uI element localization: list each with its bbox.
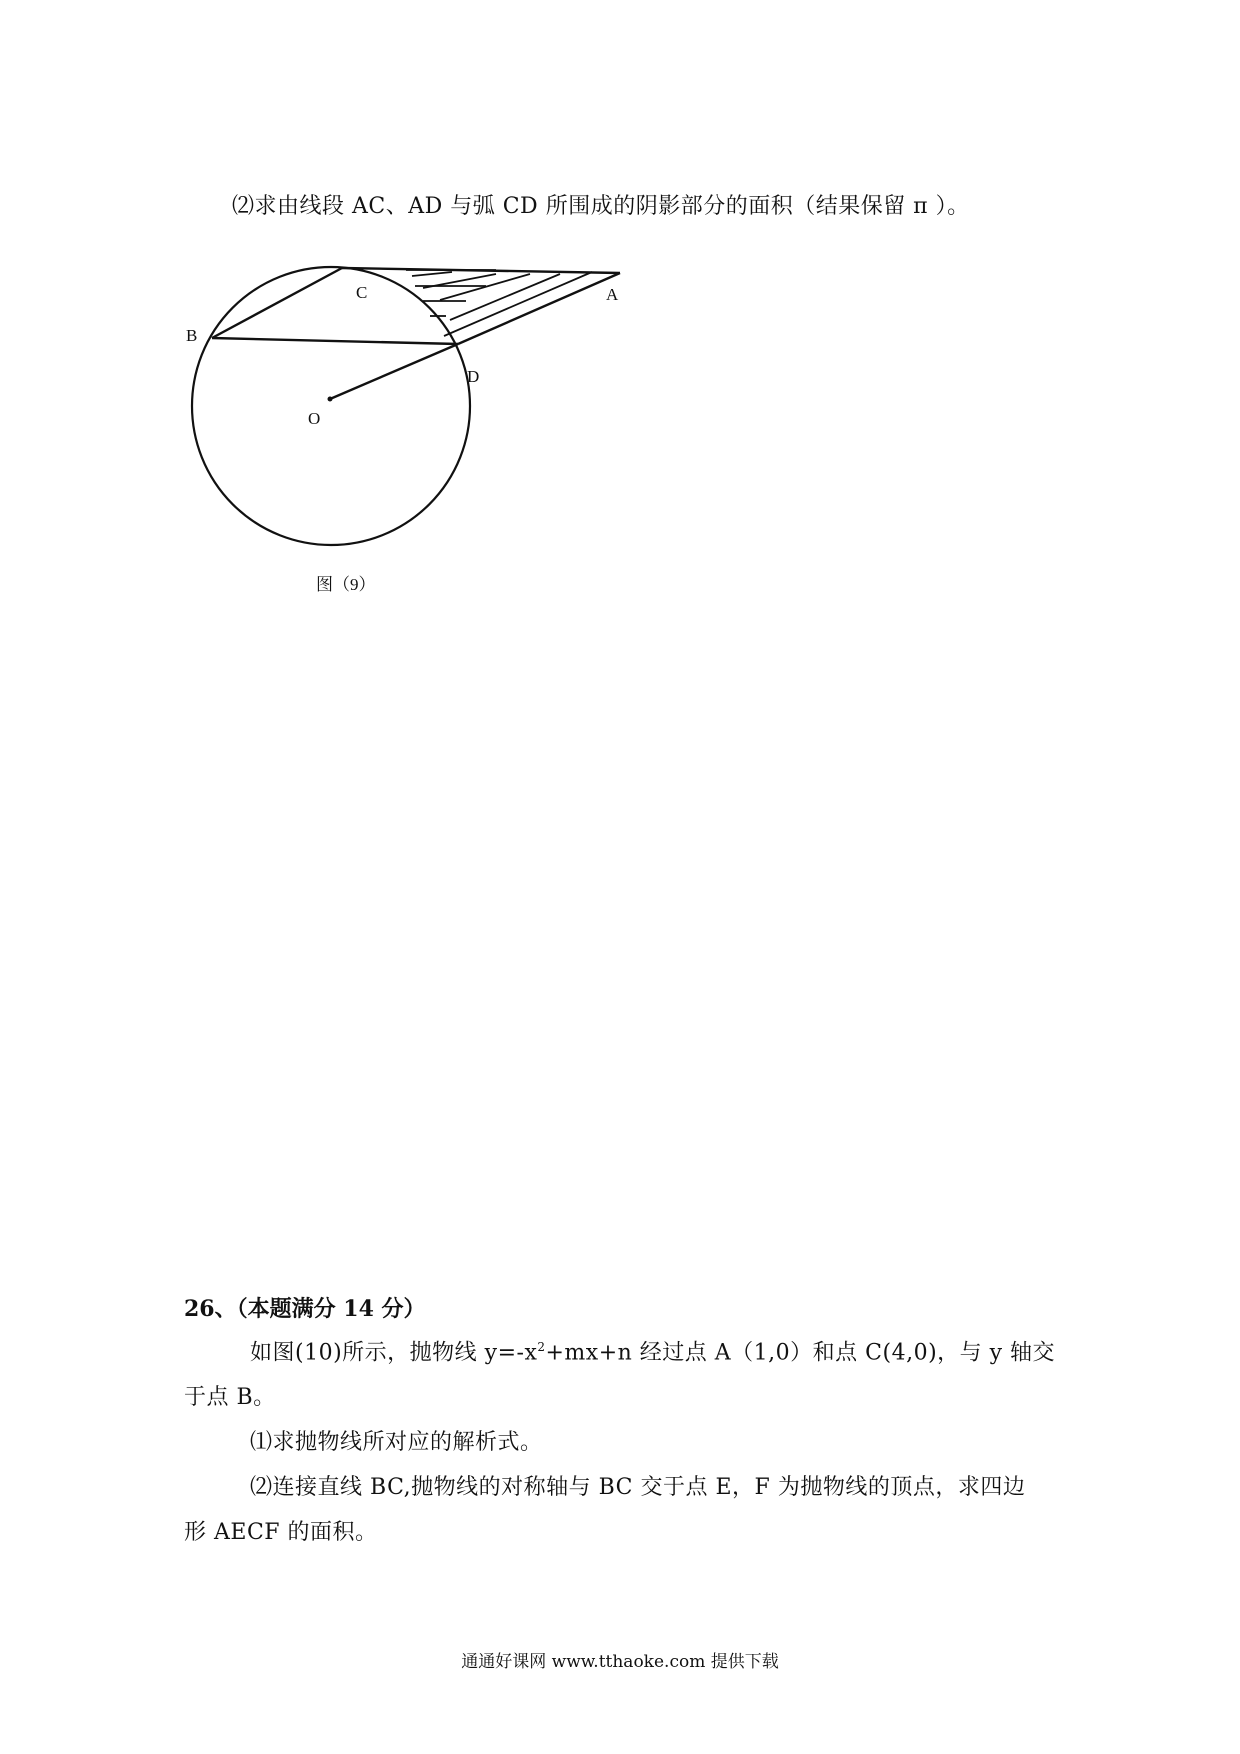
page-footer: 通通好课网 www.tthaoke.com 提供下载 (461, 1652, 779, 1672)
question-26-stem-line-2: 于点 B。 (184, 1385, 276, 1410)
label-c: C (356, 283, 368, 302)
question-25-part-2: ⑵求由线段 AC、AD 与弧 CD 所围成的阴影部分的面积（结果保留 π ）。 (232, 194, 970, 219)
figure-9-caption: 图（9） (316, 575, 376, 594)
label-a: A (606, 285, 619, 304)
label-b: B (186, 326, 198, 345)
question-26-part-1: ⑴求抛物线所对应的解析式。 (250, 1430, 543, 1455)
question-26-stem-line-1 (250, 1340, 1055, 1367)
label-o: O (308, 409, 321, 428)
circle-o (192, 267, 470, 545)
question-26-part-2-line-2: 形 AECF 的面积。 (184, 1520, 378, 1545)
center-point-o (328, 397, 333, 402)
figure-9-diagram (0, 0, 1240, 620)
question-26-heading: 26、（本题满分 14 分） (184, 1296, 426, 1322)
segment-ac (342, 268, 620, 273)
chord-b-d (212, 338, 458, 344)
stem-text-post: +mx+n 经过点 A（1,0）和点 C(4,0)，与 y 轴交 (545, 1340, 1056, 1366)
label-d: D (467, 367, 480, 386)
question-26-part-2-line-1: ⑵连接直线 BC,抛物线的对称轴与 BC 交于点 E，F 为抛物线的顶点，求四边 (250, 1475, 1026, 1500)
stem-text-pre: 如图(10)所示，抛物线 y=-x (250, 1340, 538, 1366)
segment-od (330, 344, 458, 399)
stem-superscript: 2 (537, 1340, 546, 1354)
